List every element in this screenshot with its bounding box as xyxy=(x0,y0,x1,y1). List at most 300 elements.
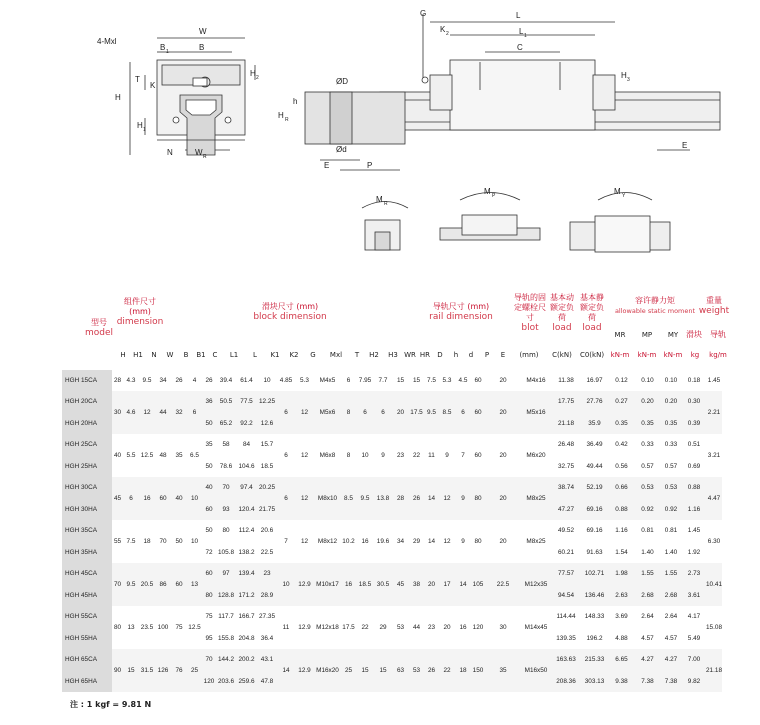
svg-text:W: W xyxy=(199,27,207,36)
sym-E: E xyxy=(500,351,506,359)
cell-L1: 93 xyxy=(222,505,230,513)
cell-bolt: M8x25 xyxy=(526,538,546,545)
cell-H2: 9.5 xyxy=(360,495,370,502)
cell-E: 30 xyxy=(499,624,507,631)
cell-bolt: M14x45 xyxy=(524,624,548,631)
cell-C0-static: 102.71 xyxy=(584,570,605,578)
svg-text:B: B xyxy=(199,43,205,52)
cell-MR: 0.12 xyxy=(615,377,628,384)
cell-h: 22 xyxy=(443,667,451,674)
cell-E: 20 xyxy=(499,538,507,545)
table-row xyxy=(62,649,722,671)
cell-C0-static: 16.97 xyxy=(586,377,603,384)
cell-N: 23.5 xyxy=(140,624,154,631)
cell-d: 14 xyxy=(459,581,467,588)
svg-text:H: H xyxy=(137,121,143,130)
unit-MR: kN-m xyxy=(610,351,630,359)
cell-d: 7 xyxy=(461,452,465,459)
cell-MY: 7.38 xyxy=(664,677,678,685)
cell-MR: 2.63 xyxy=(615,591,628,599)
cell-C-dynamic: 94.54 xyxy=(558,591,574,599)
cell-C0-static: 27.76 xyxy=(586,398,603,406)
cell-C-dynamic: 139.35 xyxy=(556,634,576,642)
cell-K1: 47.8 xyxy=(260,677,274,685)
cell-MP: 0.92 xyxy=(641,505,654,513)
svg-text:E: E xyxy=(324,161,330,170)
cell-H3: 7.7 xyxy=(378,377,388,384)
cell-model: HGH 35HA xyxy=(62,542,112,564)
cell-H: 70 xyxy=(113,581,122,588)
cell-D: 23 xyxy=(427,624,436,631)
cell-B: 26 xyxy=(175,377,183,384)
cell-B1: 13 xyxy=(190,581,199,588)
cell-C0-static: 91.63 xyxy=(586,548,603,556)
cell-H: 80 xyxy=(113,624,122,631)
cell-D: 20 xyxy=(427,581,436,588)
cell-C: 50 xyxy=(205,462,213,470)
sym-B: B xyxy=(183,351,189,359)
cell-E: 20 xyxy=(499,377,507,384)
cell-h: 12 xyxy=(443,538,451,545)
sym-L: L xyxy=(253,351,257,359)
cell-block-weight: 5.49 xyxy=(687,634,701,642)
moment-header xyxy=(612,296,698,316)
cell-C: 35 xyxy=(205,441,213,449)
cell-model: HGH 30CA xyxy=(62,477,112,499)
cell-C0-static: 49.44 xyxy=(586,462,603,470)
cell-model: HGH 25HA xyxy=(62,456,112,478)
cell-WR: 28 xyxy=(396,495,405,502)
cell-bolt: M6x20 xyxy=(526,452,546,459)
cell-Mxl: M10x17 xyxy=(316,581,339,588)
cell-W: 34 xyxy=(159,377,167,384)
cell-L: 97.4 xyxy=(240,484,253,492)
cell-MR: 1.98 xyxy=(615,570,628,578)
cell-G: 12.9 xyxy=(298,667,311,674)
cell-rail-weight: 10.41 xyxy=(706,581,722,588)
cell-C0-static: 136.46 xyxy=(584,591,605,599)
cell-C: 40 xyxy=(205,484,213,492)
cell-d: 9 xyxy=(461,495,465,502)
cell-D: 11 xyxy=(428,452,435,459)
cell-MP: 4.57 xyxy=(641,634,654,642)
assembly-header-cn: 组件尺寸 xyxy=(124,297,156,306)
cell-E: 20 xyxy=(499,409,507,416)
svg-text:P: P xyxy=(367,161,373,170)
cell-block-weight: 0.18 xyxy=(687,377,701,384)
weight-header-en: weight xyxy=(698,306,730,316)
cell-L: 84 xyxy=(242,441,251,449)
sym-H: H xyxy=(120,351,126,359)
cell-MY: 4.57 xyxy=(664,634,678,642)
svg-text:1: 1 xyxy=(166,49,169,55)
cell-MR: 0.42 xyxy=(615,441,628,449)
model-header-cn: 型号 xyxy=(91,318,107,327)
cell-MY: 0.10 xyxy=(664,377,678,384)
cell-MR: 0.88 xyxy=(615,505,628,513)
cell-C-dynamic: 32.75 xyxy=(558,462,574,470)
cell-C: 26 xyxy=(205,377,213,384)
svg-text:M: M xyxy=(614,187,621,196)
cell-B1: 6 xyxy=(192,409,197,416)
front-view-drawing xyxy=(130,38,255,155)
cell-rail-weight: 6.30 xyxy=(707,538,721,545)
cell-MR: 0.35 xyxy=(615,419,628,427)
cell-N: 31.5 xyxy=(140,667,154,674)
cell-T: 8.5 xyxy=(344,495,353,502)
cell-MR: 1.54 xyxy=(615,548,628,556)
cell-D: 14 xyxy=(427,495,436,502)
cell-C-dynamic: 60.21 xyxy=(558,548,574,556)
sym-T: T xyxy=(354,351,360,359)
table-row xyxy=(62,391,722,413)
cell-C: 70 xyxy=(205,656,213,664)
cell-P: 60 xyxy=(474,377,482,384)
cell-C: 50 xyxy=(205,419,213,427)
cell-K1: 22.5 xyxy=(260,548,274,556)
cell-B: 35 xyxy=(175,452,183,459)
cell-model: HGH 30HA xyxy=(62,499,112,521)
cell-T: 16 xyxy=(344,581,353,588)
cell-H2: 22 xyxy=(361,624,369,631)
sym-B1: B1 xyxy=(196,351,206,359)
sym-H3: H3 xyxy=(388,351,398,359)
cell-model: HGH 55CA xyxy=(62,606,112,628)
cell-K1: 18.5 xyxy=(260,462,274,470)
cell-P: 150 xyxy=(472,667,484,674)
svg-text:R: R xyxy=(384,201,388,207)
sym-K2: K2 xyxy=(289,351,299,359)
cell-bolt: M12x35 xyxy=(524,581,548,588)
cell-model: HGH 45CA xyxy=(62,563,112,585)
dynamic-load-header-en: load xyxy=(552,323,572,333)
cell-h: 8.5 xyxy=(442,409,452,416)
unit-MP: kN-m xyxy=(637,351,657,359)
cell-P: 105 xyxy=(472,581,484,588)
cell-MP: 2.64 xyxy=(641,613,654,621)
cell-B1: 10 xyxy=(190,538,199,545)
table-row xyxy=(62,477,722,499)
cell-HR: 29 xyxy=(412,538,421,545)
cell-MP: 0.53 xyxy=(641,484,654,492)
cell-L1: 203.6 xyxy=(218,677,234,685)
sym-H2: H2 xyxy=(369,351,379,359)
svg-text:B: B xyxy=(160,43,166,52)
cell-K1: 21.75 xyxy=(259,505,275,513)
cell-C-dynamic: 77.57 xyxy=(558,570,574,578)
svg-text:K: K xyxy=(150,81,156,90)
cell-d: 4.5 xyxy=(458,377,468,384)
cell-L: 171.2 xyxy=(238,591,255,599)
sym-C-kN: C(kN) xyxy=(552,351,572,359)
cell-MY: 0.81 xyxy=(664,527,678,535)
cell-W: 44 xyxy=(159,409,167,416)
sym-WR: WR xyxy=(404,351,416,359)
cell-model: HGH 55HA xyxy=(62,628,112,650)
cell-MY: 1.40 xyxy=(664,548,678,556)
cell-L: 61.4 xyxy=(240,377,253,384)
cell-rail-weight: 3.21 xyxy=(707,452,721,459)
svg-text:H: H xyxy=(250,69,256,78)
cell-L1: 39.4 xyxy=(219,377,233,384)
cell-L: 139.4 xyxy=(238,570,255,578)
cell-H2: 7.95 xyxy=(358,377,372,384)
cell-rail-weight: 1.45 xyxy=(707,377,721,384)
cell-MY: 2.64 xyxy=(664,613,678,621)
cell-MR: 3.69 xyxy=(615,613,628,621)
cell-L: 92.2 xyxy=(240,419,253,427)
cell-H3: 9 xyxy=(381,452,385,459)
cell-C-dynamic: 26.48 xyxy=(558,441,574,449)
sym-H1: H1 xyxy=(133,351,143,359)
svg-text:4-Mxl: 4-Mxl xyxy=(97,37,117,46)
svg-text:K: K xyxy=(440,25,446,34)
moment-diagrams xyxy=(362,193,670,253)
cell-MY: 1.55 xyxy=(664,570,678,578)
cell-L: 200.2 xyxy=(238,656,255,664)
rail-header-cn: 导轨尺寸 (mm) xyxy=(432,302,490,311)
cell-E: 22.5 xyxy=(496,581,510,588)
cell-L1: 70 xyxy=(222,484,230,492)
svg-text:E: E xyxy=(682,141,688,150)
unit-MY: kN-m xyxy=(663,351,683,359)
cell-K2: 10 xyxy=(282,581,290,588)
cell-G: 12.9 xyxy=(298,624,311,631)
svg-text:1: 1 xyxy=(143,127,146,133)
cell-h: 17 xyxy=(443,581,451,588)
cell-C-dynamic: 21.18 xyxy=(558,419,574,427)
cell-B1: 6.5 xyxy=(190,452,199,459)
cell-MP: 0.35 xyxy=(641,419,654,427)
cell-L: 166.7 xyxy=(238,613,255,621)
cell-C: 120 xyxy=(203,677,215,685)
cell-Mxl: M16x20 xyxy=(316,667,339,674)
cell-L1: 97 xyxy=(222,570,230,578)
cell-rail-weight: 2.21 xyxy=(707,409,721,416)
cell-MP: 4.27 xyxy=(641,656,654,664)
cell-model: HGH 20CA xyxy=(62,391,112,413)
cell-d: 9 xyxy=(461,538,465,545)
svg-text:T: T xyxy=(135,75,140,84)
sym-MY: MY xyxy=(667,331,679,339)
cell-h: 9 xyxy=(445,452,449,459)
cell-HR: 15 xyxy=(412,377,421,384)
cell-G: 12 xyxy=(300,538,309,545)
cell-H3: 15 xyxy=(379,667,387,674)
cell-G: 5.3 xyxy=(300,377,309,384)
svg-text:1: 1 xyxy=(524,33,527,39)
cell-P: 60 xyxy=(474,452,482,459)
svg-text:P: P xyxy=(492,193,496,199)
svg-text:h: h xyxy=(293,97,298,106)
assembly-header-en: dimension xyxy=(116,317,164,327)
cell-N: 9.5 xyxy=(142,377,152,384)
cell-C-dynamic: 38.74 xyxy=(558,484,574,492)
cell-h: 20 xyxy=(443,624,451,631)
cell-Mxl: M4x5 xyxy=(319,377,336,384)
cell-B: 76 xyxy=(175,667,183,674)
cell-H: 28 xyxy=(113,377,122,384)
cell-K2: 6 xyxy=(284,409,288,416)
cell-WR: 15 xyxy=(396,377,405,384)
cell-B: 75 xyxy=(175,624,183,631)
cell-block-weight: 0.39 xyxy=(687,419,701,427)
svg-text:R: R xyxy=(203,154,207,160)
cell-C0-static: 303.13 xyxy=(584,677,605,685)
cell-MP: 0.57 xyxy=(641,462,654,470)
cell-B1: 25 xyxy=(190,667,199,674)
cell-MP: 7.38 xyxy=(641,677,654,685)
cell-W: 48 xyxy=(159,452,167,459)
cell-C0-static: 36.49 xyxy=(586,441,603,449)
cell-Mxl: M8x10 xyxy=(317,495,338,502)
rail-weight-subheader: 导轨 xyxy=(710,330,726,339)
cell-L: 77.5 xyxy=(240,398,253,406)
cell-MP: 2.68 xyxy=(641,591,654,599)
cell-H: 30 xyxy=(113,409,122,416)
table-row xyxy=(62,434,722,456)
cell-E: 20 xyxy=(499,452,507,459)
cell-T: 17.5 xyxy=(342,624,355,631)
cell-L: 104.6 xyxy=(238,462,255,470)
cell-L: 204.8 xyxy=(238,634,255,642)
cell-D: 9.5 xyxy=(427,409,436,416)
cell-C0-static: 69.16 xyxy=(586,527,603,535)
cell-C: 72 xyxy=(205,548,213,556)
svg-text:M: M xyxy=(484,187,491,196)
cell-P: 120 xyxy=(472,624,484,631)
cell-block-weight: 4.17 xyxy=(687,613,701,621)
cell-C: 60 xyxy=(205,570,213,578)
table-row xyxy=(62,606,722,628)
cell-C: 75 xyxy=(205,613,213,621)
unit-note: 注 : 1 kgf = 9.81 N xyxy=(70,700,152,709)
cell-H1: 7.5 xyxy=(126,538,136,545)
cell-H3: 6 xyxy=(381,409,385,416)
cell-H3: 19.6 xyxy=(376,538,390,545)
svg-text:3: 3 xyxy=(627,77,630,83)
cell-C0-static: 196.2 xyxy=(586,634,603,642)
cell-HR: 38 xyxy=(412,581,421,588)
cell-H: 90 xyxy=(113,667,122,674)
cell-C-dynamic: 11.38 xyxy=(558,377,574,384)
cell-MY: 2.68 xyxy=(664,591,678,599)
cell-WR: 45 xyxy=(396,581,405,588)
sym-N: N xyxy=(151,351,157,359)
sym-MP: MP xyxy=(641,331,653,339)
static-load-header-en: load xyxy=(582,323,602,333)
cell-G: 12.9 xyxy=(298,581,311,588)
bolt-header-cn: 导轨的固定螺栓尺寸 xyxy=(514,293,546,322)
cell-C0-static: 148.33 xyxy=(584,613,605,621)
cell-N: 18 xyxy=(143,538,151,545)
cell-h: 12 xyxy=(443,495,451,502)
spec-table xyxy=(62,370,722,692)
cell-block-weight: 0.51 xyxy=(687,441,701,449)
cell-N: 12 xyxy=(143,409,151,416)
cell-N: 20.5 xyxy=(140,581,154,588)
moment-header-cn: 容许静力矩 xyxy=(635,296,675,305)
cell-model: HGH 35CA xyxy=(62,520,112,542)
cell-MR: 0.66 xyxy=(615,484,628,492)
sym-D: D xyxy=(437,351,443,359)
dynamic-load-header xyxy=(548,293,576,333)
cell-Mxl: M5x6 xyxy=(319,409,336,416)
cell-W: 126 xyxy=(157,667,169,674)
rail-header-en: rail dimension xyxy=(429,312,493,322)
cell-L1: 78.6 xyxy=(219,462,233,470)
svg-text:L: L xyxy=(516,11,521,20)
svg-text:C: C xyxy=(517,43,523,52)
cell-MP: 1.40 xyxy=(641,548,654,556)
cell-rail-weight: 21.18 xyxy=(706,667,722,674)
cell-G: 12 xyxy=(300,452,309,459)
cell-Mxl: M12x18 xyxy=(316,624,339,631)
sym-d: d xyxy=(468,351,474,359)
cell-C0-static: 35.9 xyxy=(588,419,601,427)
cell-K2: 6 xyxy=(284,452,288,459)
cell-HR: 17.5 xyxy=(410,409,423,416)
cell-MY: 0.92 xyxy=(664,505,678,513)
assembly-header-unit: (mm) xyxy=(129,307,151,316)
cell-P: 60 xyxy=(474,409,482,416)
svg-text:ØD: ØD xyxy=(336,77,348,86)
cell-C-dynamic: 17.75 xyxy=(558,398,574,406)
cell-MR: 9.38 xyxy=(615,677,628,685)
moment-header-en: allowable static moment xyxy=(614,307,696,315)
cell-MP: 0.10 xyxy=(641,377,654,384)
cell-W: 70 xyxy=(159,538,167,545)
cell-H3: 30.5 xyxy=(376,581,390,588)
cell-K1: 12.6 xyxy=(260,419,274,427)
cell-H: 45 xyxy=(113,495,122,502)
cell-bolt: M8x25 xyxy=(526,495,546,502)
block-weight-subheader: 滑块 xyxy=(686,330,702,339)
cell-E: 20 xyxy=(499,495,507,502)
cell-block-weight: 1.92 xyxy=(687,548,701,556)
sym-K1: K1 xyxy=(270,351,280,359)
cell-L1: 50.5 xyxy=(219,398,233,406)
cell-T: 8 xyxy=(346,452,351,459)
cell-bolt: M5x16 xyxy=(526,409,546,416)
cell-C-dynamic: 208.36 xyxy=(556,677,576,685)
cell-Mxl: M8x12 xyxy=(317,538,338,545)
cell-block-weight: 0.30 xyxy=(687,398,701,406)
sym-W: W xyxy=(166,351,174,359)
cell-K1: 27.35 xyxy=(259,613,275,621)
cell-K1: 10 xyxy=(263,377,271,384)
cell-W: 60 xyxy=(159,495,167,502)
cell-block-weight: 1.45 xyxy=(687,527,701,535)
cell-B1: 12.5 xyxy=(188,624,201,631)
sym-P: P xyxy=(484,351,490,359)
cell-model: HGH 45HA xyxy=(62,585,112,607)
cell-B: 50 xyxy=(175,538,183,545)
static-load-header xyxy=(578,293,606,333)
cell-B1: 10 xyxy=(190,495,199,502)
cell-MP: 0.81 xyxy=(641,527,654,535)
technical-drawings xyxy=(0,0,760,260)
block-header-en: block dimension xyxy=(253,312,327,322)
cell-T: 25 xyxy=(344,667,353,674)
cell-bolt: M4x16 xyxy=(526,377,546,384)
cell-T: 10.2 xyxy=(342,538,355,545)
cell-D: 14 xyxy=(427,538,436,545)
cell-d: 16 xyxy=(459,624,467,631)
cell-h: 5.3 xyxy=(442,377,452,384)
cell-C0-static: 69.16 xyxy=(586,505,603,513)
cell-MP: 0.33 xyxy=(641,441,654,449)
